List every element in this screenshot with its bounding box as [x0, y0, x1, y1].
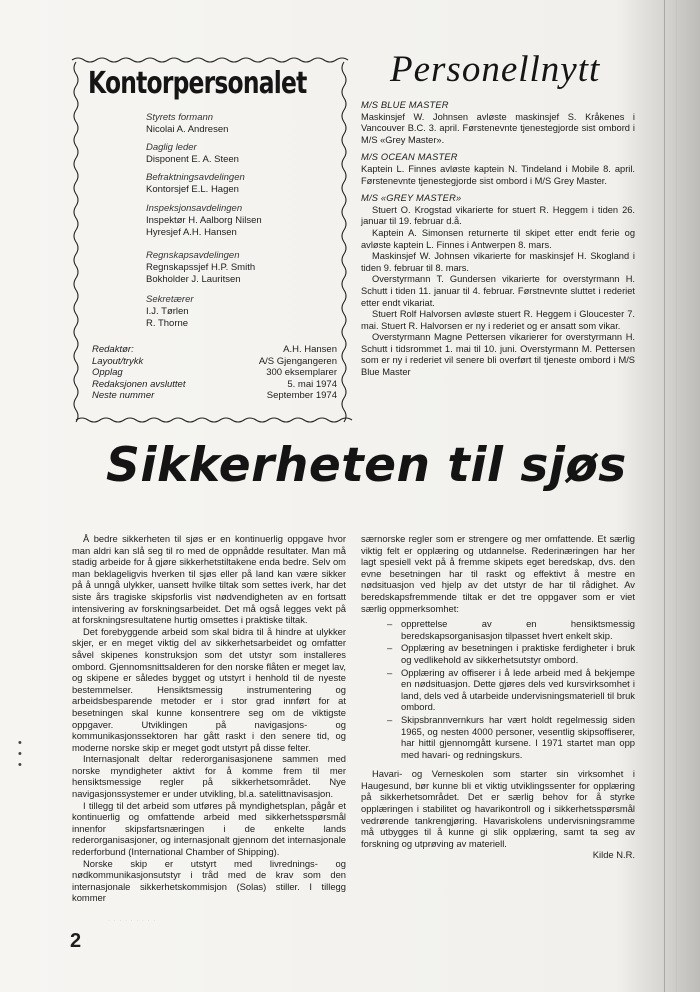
staff-role: Befraktningsavdelingen: [146, 172, 245, 183]
staff-person: Kontorsjef E.L. Hagen: [146, 184, 239, 195]
staff-role: Inspeksjonsavdelingen: [146, 203, 243, 214]
colophon-row: [92, 390, 337, 402]
ship-heading: M/S OCEAN MASTER: [361, 152, 458, 163]
colophon-value: A/S Gjengangeren: [258, 355, 337, 367]
colophon-row: [92, 344, 337, 356]
staff-person: I.J. Tørlen: [146, 306, 189, 317]
page-edge-line: [676, 0, 677, 992]
margin-marks: • • •: [18, 737, 22, 771]
colophon-value: 300 eksemplarer: [266, 367, 337, 379]
news-paragraph: Stuert O. Krogstad vikarierte for stuert R. Heggem i tiden 26. januar til 19. februar d.å.: [361, 204, 635, 227]
news-paragraph: Kaptein L. Finnes avløste kaptein N. Tindeland i Mobile 8. april. Førstenevnte tjenestegjorde sist ombord i M/S Grey Master.: [361, 163, 635, 186]
article-left-column: [72, 533, 346, 904]
staff-person: Hyresjef A.H. Hansen: [146, 227, 237, 238]
colophon-row: [92, 367, 337, 379]
article-paragraph: Havari- og Verneskolen som starter sin virksomhet i Haugesund, bør kunne bli et viktig utviklingssenter for opplæring på sikkerhetsområdet. Det er særlig behov for å styrke opplæringen i stabilitet og havarikontroll og i sikkerhetsspørsmål vedrørende tankrengjøring. Havariskolens undervisningsramme må utbygges til å kunne gi slik opplæring, samt ta seg av forskning og utprøving av materiell.: [361, 768, 635, 849]
news-paragraph: Maskinsjef W. Johnsen vikarierte for maskinsjef H. Skogland i tiden 9. februar til 8. mars.: [361, 251, 635, 273]
article-headline: Sikkerheten til sjøs: [106, 438, 627, 493]
article-paragraph: særnorske regler som er strengere og mer omfattende. Et særlig viktig felt er opplæring og utdannelse. Rederinæringen har her lagt spesiell vekt på å fremme skipets eget beredskap, dvs. den evne besetningen har til raskt og effektivt å mestre en nødsituasjon ved hjelp av det utstyr de har til rådighet. Av beredskapsfremmende tiltak er det tre oppgaver som er viet særlig oppmerksomhet:: [361, 533, 635, 614]
page-edge-line: [664, 0, 665, 992]
staff-person: Regnskapssjef H.P. Smith: [146, 262, 256, 273]
colophon-label: Neste nummer: [92, 390, 155, 402]
news-paragraph: Maskinsjef W. Johnsen avløste maskinsjef S. Kråkenes i Vancouver B.C. 3. april. Førstenevnte tjenestegjorde sist ombord i M/S «Grey Master».: [361, 111, 635, 145]
article-right-column: [361, 533, 635, 861]
task-list-item: – Opplæring av besetningen i praktiske ferdigheter i bruk og vedlikehold av sikkerhetsutstyr ombord.: [389, 642, 635, 665]
staff-person: Disponent E. A. Steen: [146, 154, 239, 165]
colophon-label: Redaksjonen avsluttet: [92, 378, 186, 390]
ship-section: [361, 100, 635, 146]
article-paragraph: I tillegg til det arbeid som utføres på myndighetsplan, pågår et kontinuerlig og omfattende arbeid med sikkerhetsspørsmål innenfor skipsfartsnæringen i de enkelte lands rederorganisasjoner, og internasjonalt gjennom det internasjonale rederforbund (International Chamber of Shipping).: [72, 799, 346, 858]
task-list: [389, 618, 635, 760]
news-paragraph: Kaptein A. Simonsen returnerte til skipet etter endt ferie og avløste kaptein L. Finnes i Antwerpen 8. mars.: [361, 227, 635, 250]
staff-role: Regnskapsavdelingen: [146, 250, 240, 261]
colophon-value: September 1974: [266, 390, 337, 402]
staff-role: Styrets formann: [146, 112, 214, 123]
personellnytt-title: Personellnytt: [390, 49, 601, 90]
staff-group: [146, 142, 239, 166]
ship-section: [361, 152, 635, 187]
article-source: Kilde N.R.: [592, 849, 635, 861]
news-paragraph: Overstyrmann T. Gundersen vikarierte for overstyrmann H. Schutt i tiden 11. januar til 4. februar. Førstnevnte sluttet i rederiet etter endt vikariat.: [361, 274, 635, 308]
colophon-row: [92, 379, 337, 391]
colophon-label: Redaktør:: [92, 344, 134, 355]
ship-section: [361, 193, 635, 379]
task-list-item: – opprettelse av en hensiktsmessig beredskapsorganisasjon tilpasset hvert enkelt skip.: [389, 618, 635, 641]
colophon-label: Opplag: [92, 367, 123, 379]
ship-heading: M/S «GREY MASTER»: [361, 193, 462, 204]
staff-group: [146, 203, 262, 239]
staff-role: Daglig leder: [146, 142, 197, 153]
ship-heading: M/S BLUE MASTER: [361, 100, 449, 110]
staff-group: [146, 172, 245, 196]
staff-person: Nicolai A. Andresen: [146, 124, 229, 135]
staff-group: [146, 250, 255, 286]
article-paragraph: Det forebyggende arbeid som skal bidra til å hindre at ulykker skjer, er en meget viktig del av sikkerhetsarbeidet og omfatter såvel skipenes konstruksjon som det utstyr som installeres ombord. Gjennomsnittsalderen for den norske flåten er meget lav, og skipene er således bygget og utstyrt i henhold til de nyeste bestemmelser. Hensiktsmessig instrumentering og arbeidsbesparende metoder er i stor grad innført for at besetningen skal kunne konsentrere seg om de viktigste oppgaver. Utviklingen på navigasjons- og kommunikasjonssektoren har gått raskt i den senere tid, og moderne norske skip er meget godt utstyrt på disse felter.: [72, 625, 346, 753]
article-paragraph: Internasjonalt deltar rederorganisasjonene sammen med norske myndigheter aktivt for å komme frem til mer hensiktsmessige regler på sikkerhetsområdet. Nye navigasjonssystemer er under utvikling, bl.a. satelittnavisasjon.: [72, 753, 346, 800]
staff-group: [146, 112, 228, 136]
page-number: 2: [70, 930, 82, 952]
staff-person: Bokholder J. Lauritsen: [146, 274, 241, 285]
staff-role: Sekretærer: [146, 294, 194, 305]
article-paragraph: Norske skip er utstyrt med livrednings- og nødkommunikasjonsutstyr i tråd med de krav som den internasjonale sikkerhetskommisjon (Solas) stiller. I tillegg kommer: [72, 857, 346, 904]
colophon-label: Layout/trykk: [92, 355, 144, 367]
task-list-item: – Opplæring av offiserer i å lede arbeid med å bekjempe en nødsituasjon. Dette gjøres dels ved kursvirksomhet i land, dels ved å utarbeide undervisningsmateriell til bruk ombord.: [389, 667, 635, 713]
colophon: [92, 344, 337, 402]
colophon-value: A.H. Hansen: [283, 344, 337, 355]
staff-person: R. Thorne: [146, 318, 189, 329]
news-paragraph: Stuert Rolf Halvorsen avløste stuert R. Heggem i Gloucester 7. mai. Stuert R. Halvorsen er ny i rederiet og er ansatt som vikar.: [361, 309, 635, 331]
article-paragraph: Å bedre sikkerheten til sjøs er en kontinuerlig oppgave hvor man aldri kan slå seg til ro med de oppnådde resultater. Man må stadig arbeide for å gjøre sikkerhetstiltakene enda bedre. Selv om man beklageligvis hverken til sjøs eller på land kan være sikker på å unngå ulykker, uansett hvilke tiltak som settes iverk, har det siste års tragiske skipsforlis vist nødvendigheten av en fortsatt intensivering av forskningsarbeidet. Det må også legges vekt på at forskningsresultatene hurtig omsettes i praktiske tiltak.: [72, 533, 346, 626]
box-title: Kontorpersonalet: [88, 66, 307, 101]
staff-group: [146, 294, 194, 330]
news-paragraph: Overstyrmann Magne Pettersen vikarierer for overstyrmann H. Schutt i tidsrommet 1. mai til 10. juni. Overstyrmann M. Pettersen som er ny i rederiet vil senere bli overført til tjeneste ombord i M/S Blue Master: [361, 332, 635, 378]
personellnytt-column: [361, 100, 635, 385]
faint-stamp: · · · · · · · · ·: [108, 918, 157, 924]
staff-box: [64, 54, 354, 426]
colophon-row: [92, 356, 337, 368]
staff-person: Inspektør H. Aalborg Nilsen: [146, 215, 262, 226]
task-list-item: – Skipsbrannvernkurs har vært holdt regelmessig siden 1965, og nesten 4000 personer, vesentlig skipsoffiserer, har hittil gjennomgått kursene. I 1971 startet man opp med havari- og redningskurs.: [389, 714, 635, 760]
colophon-value: 5. mai 1974: [287, 378, 337, 390]
